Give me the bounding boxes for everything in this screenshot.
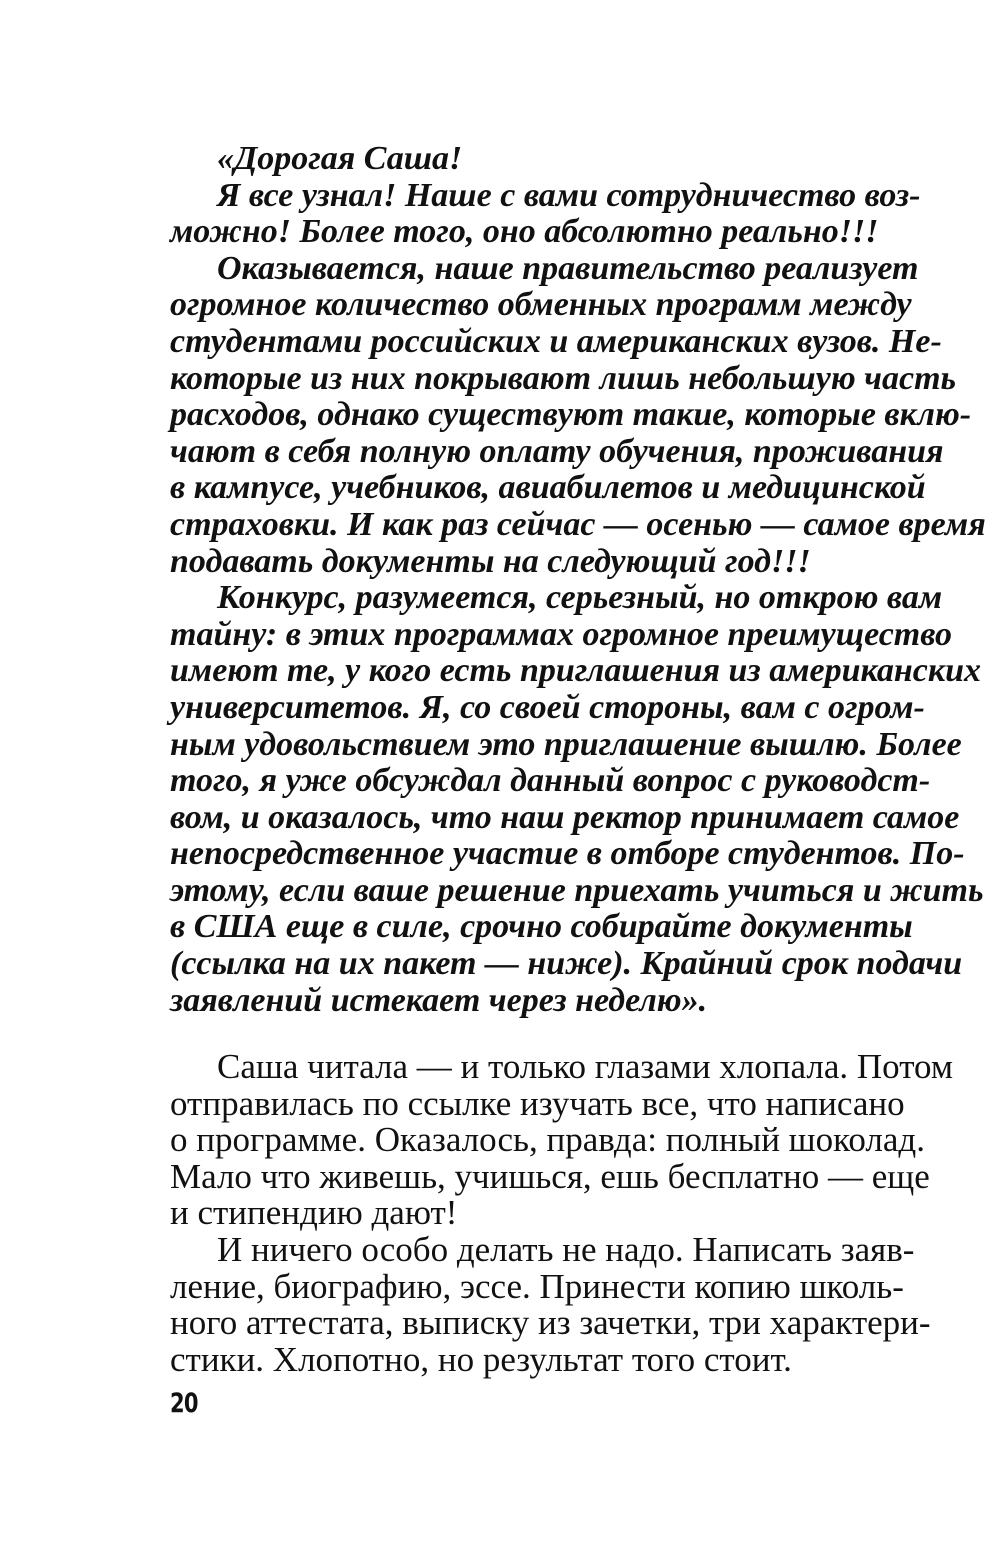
narrative-line: о программе. Оказалось, правда: полный шоколад. bbox=[170, 1120, 925, 1160]
letter-text bbox=[170, 140, 986, 1019]
narrative-line: отправилась по ссылке изучать все, что написано bbox=[170, 1083, 905, 1123]
narrative-line: стики. Хлопотно, но результат того стоит. bbox=[170, 1339, 792, 1379]
letter-line: заявлений истекает через неделю». bbox=[170, 981, 708, 1019]
letter-line: страховки. И как раз сейчас — осенью — самое время bbox=[170, 505, 986, 543]
letter-line: университетов. Я, со своей стороны, вам с огром- bbox=[170, 688, 925, 726]
letter-line: в США еще в силе, срочно собирайте документы bbox=[170, 908, 913, 946]
letter-line: тайну: в этих программах огромное преимущество bbox=[170, 615, 952, 653]
letter-line: в кампусе, учебников, авиабилетов и медицинской bbox=[170, 469, 926, 507]
narrative-text bbox=[170, 1047, 954, 1379]
narrative-line: Саша читала — и только глазами хлопала. Потом bbox=[217, 1047, 954, 1086]
letter-line: Конкурс, разумеется, серьезный, но открою вам bbox=[217, 579, 943, 617]
letter-line: этому, если ваше решение приехать учиться и жить bbox=[170, 871, 984, 909]
letter-line: можно! Более того, оно абсолютно реально!!! bbox=[170, 213, 879, 251]
letter-line: имеют те, у кого есть приглашения из американских bbox=[170, 652, 981, 690]
page-number: 20 bbox=[170, 1388, 198, 1419]
narrative-line: ление, биографию, эссе. Принести копию школь- bbox=[170, 1266, 904, 1306]
narrative-line: ного аттестата, выписку из зачетки, три характери- bbox=[170, 1303, 931, 1343]
letter-line: студентами российских и американских вузов. Не- bbox=[170, 322, 942, 360]
letter-line: чают в себя полную оплату обучения, проживания bbox=[170, 432, 944, 470]
letter-line: Я все узнал! Наше с вами сотрудничество воз- bbox=[217, 176, 921, 214]
letter-line: расходов, однако существуют такие, которые вклю- bbox=[170, 396, 972, 434]
letter-line: (ссылка на их пакет — ниже). Крайний срок подачи bbox=[170, 945, 963, 983]
narrative-line: И ничего особо делать не надо. Написать заяв- bbox=[217, 1229, 915, 1269]
narrative-line: Мало что живешь, учишься, ешь бесплатно — еще bbox=[170, 1156, 930, 1196]
letter-line: «Дорогая Саша! bbox=[217, 140, 463, 177]
letter-line: непосредственное участие в отборе студентов. По- bbox=[170, 835, 965, 873]
letter-line: вом, и оказалось, что наш ректор принимает самое bbox=[170, 798, 960, 836]
narrative-line: и стипендию дают! bbox=[170, 1193, 458, 1233]
letter-line: которые из них покрывают лишь небольшую часть bbox=[170, 359, 957, 397]
letter-line: Оказывается, наше правительство реализует bbox=[217, 249, 919, 287]
letter-line: огромное количество обменных программ между bbox=[170, 286, 912, 324]
letter-line: того, я уже обсуждал данный вопрос с руководст- bbox=[170, 762, 931, 800]
letter-line: подавать документы на следующий год!!! bbox=[170, 542, 811, 580]
letter-line: ным удовольствием это приглашение вышлю. Более bbox=[170, 725, 962, 763]
